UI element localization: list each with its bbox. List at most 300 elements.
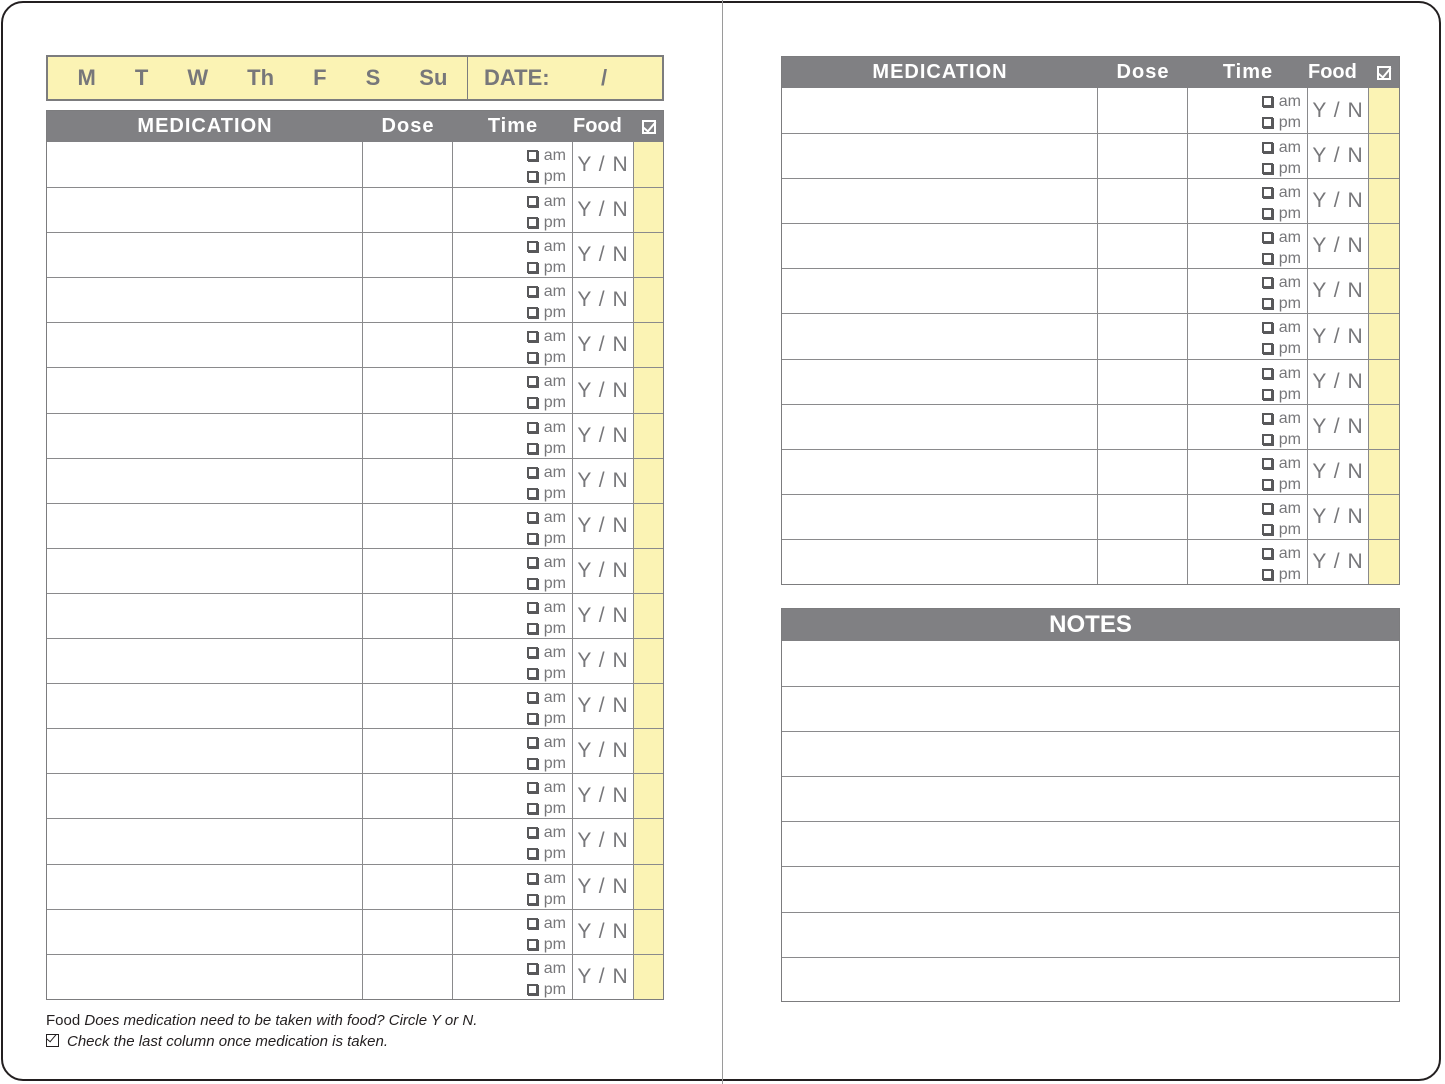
dose-field[interactable] <box>363 504 453 548</box>
checkbox-icon[interactable] <box>527 578 538 589</box>
pm-option[interactable] <box>1262 112 1301 133</box>
food-yes-no[interactable]: Y / N <box>1308 540 1369 584</box>
weekday-sunday[interactable]: Su <box>419 65 448 90</box>
am-option[interactable] <box>527 145 566 166</box>
dose-field[interactable] <box>363 142 453 187</box>
pm-option[interactable] <box>527 528 566 549</box>
pm-label: pm <box>1278 385 1301 403</box>
pm-option[interactable] <box>527 166 566 187</box>
checkbox-icon[interactable] <box>527 803 538 814</box>
am-option[interactable] <box>1262 317 1301 338</box>
am-option[interactable] <box>527 236 566 257</box>
medication-row <box>47 818 663 863</box>
taken-checkbox-cell[interactable] <box>634 278 663 322</box>
checkbox-icon[interactable] <box>527 758 538 769</box>
checkbox-icon[interactable] <box>1262 503 1273 514</box>
medication-name-field[interactable] <box>47 504 363 548</box>
medication-table-header <box>47 111 663 142</box>
taken-checkbox-cell[interactable] <box>634 323 663 367</box>
pm-option[interactable] <box>527 708 566 729</box>
medication-row <box>47 548 663 593</box>
am-option[interactable] <box>1262 227 1301 248</box>
taken-checkbox-cell[interactable] <box>634 684 663 728</box>
taken-checkbox-cell[interactable] <box>634 549 663 593</box>
checkbox-icon[interactable] <box>1262 434 1273 445</box>
am-option[interactable] <box>527 191 566 212</box>
food-yes-no[interactable]: Y / N <box>573 142 634 187</box>
pm-label: pm <box>543 529 566 547</box>
am-option[interactable] <box>527 958 566 979</box>
checkbox-icon[interactable] <box>527 171 538 182</box>
am-pm-options <box>527 145 566 187</box>
food-yes-no[interactable]: Y / N <box>1308 360 1369 404</box>
am-label: am <box>1278 544 1301 562</box>
checkbox-icon[interactable] <box>527 331 538 342</box>
taken-checkbox-cell[interactable] <box>1369 450 1399 494</box>
medication-table-left <box>46 110 664 1000</box>
header-dose: Dose <box>1116 61 1170 83</box>
am-option[interactable] <box>527 597 566 618</box>
taken-checkbox-cell[interactable] <box>1369 405 1399 449</box>
dose-field[interactable] <box>363 594 453 638</box>
food-yes-no[interactable]: Y / N <box>573 910 634 954</box>
checkbox-icon[interactable] <box>1262 298 1273 309</box>
dose-field[interactable] <box>1098 88 1188 133</box>
taken-checkbox-cell[interactable] <box>1369 269 1399 313</box>
medication-name-field[interactable] <box>782 360 1098 404</box>
food-footnote-text: Does medication need to be taken with food? Circle Y or N. <box>84 1012 478 1029</box>
time-field <box>453 910 573 954</box>
am-option[interactable] <box>1262 182 1301 203</box>
checkbox-icon[interactable] <box>527 488 538 499</box>
notes-section <box>781 608 1400 1002</box>
dose-field[interactable] <box>1098 540 1188 584</box>
weekday-saturday[interactable]: S <box>365 65 381 90</box>
food-yes-no[interactable]: Y / N <box>573 865 634 909</box>
checkbox-icon[interactable] <box>1262 187 1273 198</box>
food-yes-no[interactable]: Y / N <box>573 684 634 728</box>
food-yes-no[interactable]: Y / N <box>1308 450 1369 494</box>
pm-option[interactable] <box>527 392 566 413</box>
taken-checkbox-cell[interactable] <box>634 729 663 773</box>
checkbox-icon[interactable] <box>1262 232 1273 243</box>
medication-name-field[interactable] <box>47 414 363 458</box>
checkbox-icon[interactable] <box>527 713 538 724</box>
taken-checkbox-cell[interactable] <box>634 910 663 954</box>
medication-name-field[interactable] <box>47 865 363 909</box>
dose-field[interactable] <box>1098 134 1188 178</box>
taken-checkbox-cell[interactable] <box>634 504 663 548</box>
checkbox-icon[interactable] <box>527 848 538 859</box>
food-yes-no[interactable]: Y / N <box>573 639 634 683</box>
taken-checkbox-cell[interactable] <box>634 865 663 909</box>
am-pm-options <box>1262 317 1301 359</box>
pm-label: pm <box>543 800 566 818</box>
am-option[interactable] <box>527 868 566 889</box>
dose-field[interactable] <box>363 955 453 999</box>
am-label: am <box>543 734 566 752</box>
pm-option[interactable] <box>1262 248 1301 269</box>
checkbox-icon[interactable] <box>527 533 538 544</box>
notes-line[interactable] <box>782 866 1399 911</box>
date-label: DATE: <box>484 65 550 90</box>
checkbox-icon[interactable] <box>527 217 538 228</box>
pm-option[interactable] <box>1262 203 1301 224</box>
am-label: am <box>543 283 566 301</box>
dose-field[interactable] <box>363 233 453 277</box>
medication-name-field[interactable] <box>782 224 1098 268</box>
checkbox-icon[interactable] <box>1262 322 1273 333</box>
pm-label: pm <box>543 439 566 457</box>
medication-name-field[interactable] <box>47 549 363 593</box>
am-option[interactable] <box>1262 137 1301 158</box>
checkbox-icon[interactable] <box>1262 117 1273 128</box>
checkbox-icon[interactable] <box>527 782 538 793</box>
dose-field[interactable] <box>1098 269 1188 313</box>
dose-field[interactable] <box>1098 450 1188 494</box>
checkbox-icon[interactable] <box>1262 569 1273 580</box>
pm-option[interactable] <box>1262 519 1301 540</box>
checkbox-icon[interactable] <box>1262 368 1273 379</box>
pm-option[interactable] <box>527 798 566 819</box>
am-option[interactable] <box>527 687 566 708</box>
pm-option[interactable] <box>527 979 566 1000</box>
taken-checkbox-cell[interactable] <box>634 594 663 638</box>
food-yes-no[interactable]: Y / N <box>573 414 634 458</box>
notes-line[interactable] <box>782 731 1399 776</box>
header-food: Food <box>573 115 622 137</box>
pm-option[interactable] <box>1262 384 1301 405</box>
pm-option[interactable] <box>527 934 566 955</box>
am-option[interactable] <box>1262 543 1301 564</box>
am-option[interactable] <box>1262 498 1301 519</box>
check-footnote <box>46 1031 477 1052</box>
checkbox-icon[interactable] <box>527 827 538 838</box>
medication-name-field[interactable] <box>782 314 1098 358</box>
food-yes-no[interactable]: Y / N <box>1308 314 1369 358</box>
taken-checkbox-cell[interactable] <box>634 414 663 458</box>
food-yes-no[interactable]: Y / N <box>573 504 634 548</box>
am-option[interactable] <box>527 913 566 934</box>
checkbox-icon[interactable] <box>527 602 538 613</box>
medication-name-field[interactable] <box>782 405 1098 449</box>
weekday-tuesday[interactable]: T <box>134 65 149 90</box>
checkbox-icon[interactable] <box>1262 548 1273 559</box>
dose-field[interactable] <box>363 414 453 458</box>
time-field <box>1188 88 1308 133</box>
medication-name-field[interactable] <box>47 459 363 503</box>
am-option[interactable] <box>1262 363 1301 384</box>
food-yes-no[interactable]: Y / N <box>1308 405 1369 449</box>
pm-option[interactable] <box>1262 564 1301 585</box>
page-spine-divider <box>722 0 723 1084</box>
am-option[interactable] <box>527 417 566 438</box>
notes-line[interactable] <box>782 957 1399 1002</box>
weekday-friday[interactable]: F <box>313 65 327 90</box>
medication-name-field[interactable] <box>47 188 363 232</box>
pm-option[interactable] <box>1262 338 1301 359</box>
medication-name-field[interactable] <box>782 495 1098 539</box>
checkbox-icon[interactable] <box>527 376 538 387</box>
am-option[interactable] <box>527 732 566 753</box>
taken-checkbox-cell[interactable] <box>634 233 663 277</box>
checkbox-icon[interactable] <box>527 286 538 297</box>
am-pm-options <box>527 326 566 368</box>
weekday-monday[interactable]: M <box>77 65 96 90</box>
dose-field[interactable] <box>363 368 453 412</box>
pm-option[interactable] <box>527 753 566 774</box>
dose-field[interactable] <box>363 819 453 863</box>
dose-field[interactable] <box>363 188 453 232</box>
medication-row <box>782 88 1399 133</box>
medication-name-field[interactable] <box>47 594 363 638</box>
pm-label: pm <box>1278 430 1301 448</box>
medication-name-field[interactable] <box>47 819 363 863</box>
date-field[interactable] <box>468 57 662 99</box>
taken-checkbox-cell[interactable] <box>1369 540 1399 584</box>
checkbox-icon[interactable] <box>1262 96 1273 107</box>
medication-name-field[interactable] <box>47 910 363 954</box>
am-option[interactable] <box>527 326 566 347</box>
pm-option[interactable] <box>1262 429 1301 450</box>
am-pm-options <box>527 236 566 278</box>
checkbox-icon[interactable] <box>527 422 538 433</box>
medication-row <box>47 909 663 954</box>
pm-option[interactable] <box>527 663 566 684</box>
pm-option[interactable] <box>527 618 566 639</box>
food-yes-no[interactable]: Y / N <box>573 233 634 277</box>
am-option[interactable] <box>1262 91 1301 112</box>
pm-option[interactable] <box>527 483 566 504</box>
medication-name-field[interactable] <box>782 179 1098 223</box>
checkbox-icon[interactable] <box>527 467 538 478</box>
checkbox-icon[interactable] <box>1262 142 1273 153</box>
medication-name-field[interactable] <box>782 88 1098 133</box>
am-option[interactable] <box>527 507 566 528</box>
notes-line[interactable] <box>782 912 1399 957</box>
checkbox-icon[interactable] <box>1262 458 1273 469</box>
medication-name-field[interactable] <box>47 368 363 412</box>
checkbox-icon[interactable] <box>527 623 538 634</box>
am-option[interactable] <box>527 552 566 573</box>
taken-checkbox-cell[interactable] <box>1369 314 1399 358</box>
am-option[interactable] <box>527 822 566 843</box>
am-pm-options <box>527 687 566 729</box>
notes-line[interactable] <box>782 821 1399 866</box>
checkbox-icon[interactable] <box>1262 524 1273 535</box>
dose-field[interactable] <box>363 459 453 503</box>
dose-field[interactable] <box>1098 495 1188 539</box>
food-yes-no[interactable]: Y / N <box>573 368 634 412</box>
dose-field[interactable] <box>363 684 453 728</box>
taken-checkbox-cell[interactable] <box>634 142 663 187</box>
dose-field[interactable] <box>363 639 453 683</box>
dose-field[interactable] <box>363 278 453 322</box>
am-pm-options <box>527 913 566 955</box>
food-yes-no[interactable]: Y / N <box>1308 88 1369 133</box>
food-yes-no[interactable]: Y / N <box>573 459 634 503</box>
medication-name-field[interactable] <box>47 729 363 773</box>
taken-checkbox-cell[interactable] <box>634 459 663 503</box>
pm-option[interactable] <box>527 438 566 459</box>
medication-name-field[interactable] <box>782 450 1098 494</box>
am-label: am <box>543 914 566 932</box>
taken-checkbox-cell[interactable] <box>634 368 663 412</box>
medication-name-field[interactable] <box>47 278 363 322</box>
time-field <box>1188 179 1308 223</box>
pm-option[interactable] <box>1262 158 1301 179</box>
medication-name-field[interactable] <box>47 774 363 818</box>
checkbox-icon[interactable] <box>527 984 538 995</box>
checkbox-icon[interactable] <box>1262 479 1273 490</box>
food-yes-no[interactable]: Y / N <box>1308 224 1369 268</box>
checkbox-icon[interactable] <box>527 512 538 523</box>
taken-checkbox-cell[interactable] <box>1369 224 1399 268</box>
am-option[interactable] <box>1262 453 1301 474</box>
taken-checkbox-cell[interactable] <box>634 819 663 863</box>
dose-field[interactable] <box>1098 360 1188 404</box>
am-pm-options <box>1262 182 1301 224</box>
taken-checkbox-cell[interactable] <box>634 188 663 232</box>
food-yes-no[interactable]: Y / N <box>573 323 634 367</box>
notes-line[interactable] <box>782 641 1399 686</box>
checkbox-icon[interactable] <box>527 668 538 679</box>
food-yes-no[interactable]: Y / N <box>573 594 634 638</box>
checkbox-icon[interactable] <box>527 647 538 658</box>
pm-option[interactable] <box>527 843 566 864</box>
checkbox-icon[interactable] <box>527 397 538 408</box>
checkbox-icon[interactable] <box>527 196 538 207</box>
checkbox-icon[interactable] <box>1262 413 1273 424</box>
checkbox-icon[interactable] <box>527 241 538 252</box>
medication-name-field[interactable] <box>47 639 363 683</box>
pm-option[interactable] <box>1262 293 1301 314</box>
taken-checkbox-cell[interactable] <box>1369 179 1399 223</box>
weekday-thursday[interactable]: Th <box>247 65 275 90</box>
checkbox-icon[interactable] <box>527 939 538 950</box>
checkbox-icon[interactable] <box>527 307 538 318</box>
taken-checkbox-cell[interactable] <box>634 774 663 818</box>
food-yes-no[interactable]: Y / N <box>573 188 634 232</box>
dose-field[interactable] <box>1098 179 1188 223</box>
checkbox-icon[interactable] <box>527 737 538 748</box>
checkbox-icon[interactable] <box>527 918 538 929</box>
taken-checkbox-cell[interactable] <box>1369 360 1399 404</box>
checkbox-icon[interactable] <box>1262 277 1273 288</box>
checkbox-icon[interactable] <box>527 262 538 273</box>
food-yes-no[interactable]: Y / N <box>573 819 634 863</box>
time-field <box>453 323 573 367</box>
notes-line[interactable] <box>782 776 1399 821</box>
food-yes-no[interactable]: Y / N <box>573 278 634 322</box>
checkbox-icon[interactable] <box>527 557 538 568</box>
dose-field[interactable] <box>1098 314 1188 358</box>
checkbox-icon[interactable] <box>1262 343 1273 354</box>
am-option[interactable] <box>527 371 566 392</box>
medication-name-field[interactable] <box>782 540 1098 584</box>
medication-row <box>782 268 1399 313</box>
medication-row <box>47 864 663 909</box>
checkbox-icon[interactable] <box>1262 389 1273 400</box>
pm-option[interactable] <box>1262 474 1301 495</box>
weekday-wednesday[interactable]: W <box>187 65 209 90</box>
checkbox-icon[interactable] <box>527 894 538 905</box>
dose-field[interactable] <box>363 774 453 818</box>
food-yes-no[interactable]: Y / N <box>573 955 634 999</box>
am-label: am <box>543 689 566 707</box>
am-pm-options <box>1262 227 1301 269</box>
food-yes-no[interactable]: Y / N <box>1308 134 1369 178</box>
taken-checkbox-cell[interactable] <box>1369 495 1399 539</box>
pm-label: pm <box>543 935 566 953</box>
am-option[interactable] <box>527 642 566 663</box>
dose-field[interactable] <box>363 729 453 773</box>
checkbox-icon[interactable] <box>527 443 538 454</box>
checkbox-icon[interactable] <box>1262 163 1273 174</box>
food-yes-no[interactable]: Y / N <box>573 774 634 818</box>
time-field <box>453 594 573 638</box>
medication-name-field[interactable] <box>47 142 363 187</box>
am-option[interactable] <box>1262 408 1301 429</box>
am-label: am <box>543 463 566 481</box>
taken-checkbox-cell[interactable] <box>634 639 663 683</box>
checkbox-icon[interactable] <box>527 352 538 363</box>
checkbox-icon[interactable] <box>527 963 538 974</box>
pm-option[interactable] <box>527 889 566 910</box>
medication-name-field[interactable] <box>782 134 1098 178</box>
food-yes-no[interactable]: Y / N <box>1308 269 1369 313</box>
checkbox-icon[interactable] <box>1262 208 1273 219</box>
food-yes-no[interactable]: Y / N <box>1308 495 1369 539</box>
pm-option[interactable] <box>527 573 566 594</box>
notes-line[interactable] <box>782 686 1399 731</box>
am-option[interactable] <box>527 281 566 302</box>
medication-row <box>47 503 663 548</box>
am-label: am <box>1278 364 1301 382</box>
pm-option[interactable] <box>527 302 566 323</box>
taken-checkbox-cell[interactable] <box>634 955 663 999</box>
food-yes-no[interactable]: Y / N <box>573 549 634 593</box>
taken-checkbox-cell[interactable] <box>1369 88 1399 133</box>
food-yes-no[interactable]: Y / N <box>573 729 634 773</box>
am-pm-options <box>527 507 566 549</box>
taken-checkbox-cell[interactable] <box>1369 134 1399 178</box>
medication-name-field[interactable] <box>47 955 363 999</box>
medication-name-field[interactable] <box>782 269 1098 313</box>
am-option[interactable] <box>1262 272 1301 293</box>
medication-name-field[interactable] <box>47 684 363 728</box>
pm-option[interactable] <box>527 257 566 278</box>
dose-field[interactable] <box>1098 224 1188 268</box>
checkbox-icon[interactable] <box>527 150 538 161</box>
dose-field[interactable] <box>363 549 453 593</box>
checkbox-icon[interactable] <box>527 873 538 884</box>
checkbox-icon <box>46 1034 59 1047</box>
medication-name-field[interactable] <box>47 323 363 367</box>
medication-name-field[interactable] <box>47 233 363 277</box>
pm-option[interactable] <box>527 347 566 368</box>
checkbox-icon[interactable] <box>527 692 538 703</box>
dose-field[interactable] <box>363 323 453 367</box>
food-yes-no[interactable]: Y / N <box>1308 179 1369 223</box>
dose-field[interactable] <box>363 910 453 954</box>
am-option[interactable] <box>527 462 566 483</box>
am-option[interactable] <box>527 777 566 798</box>
dose-field[interactable] <box>1098 405 1188 449</box>
pm-option[interactable] <box>527 212 566 233</box>
checkbox-icon[interactable] <box>1262 253 1273 264</box>
dose-field[interactable] <box>363 865 453 909</box>
